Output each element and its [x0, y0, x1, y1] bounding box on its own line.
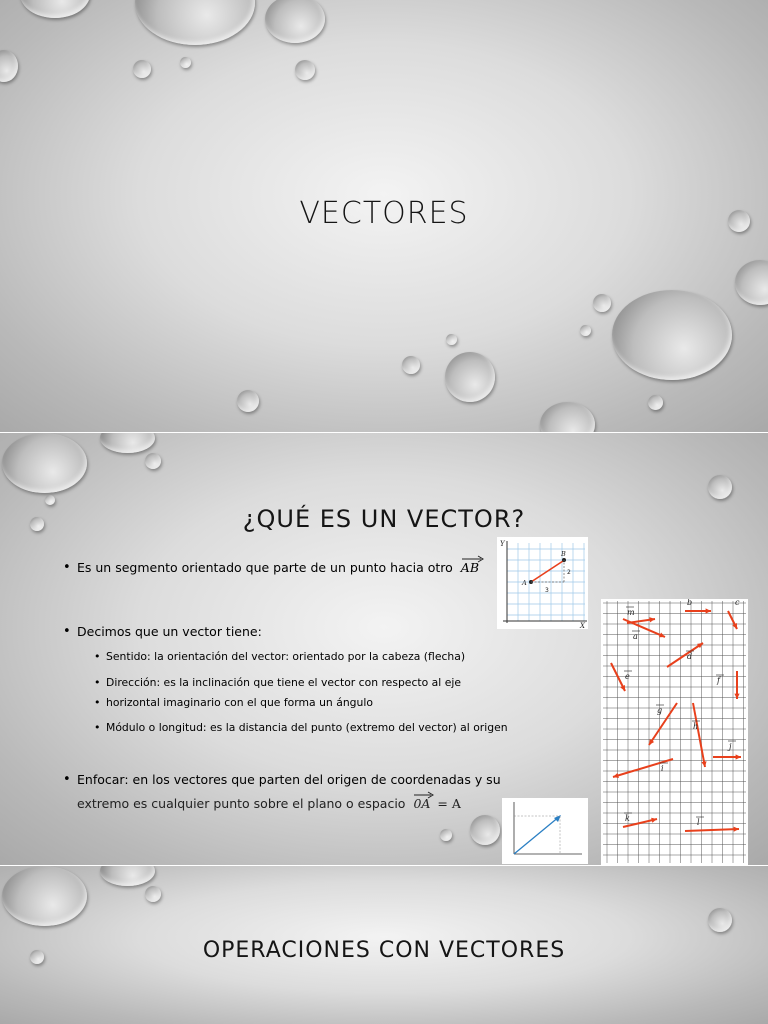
vector-origin-figure [502, 798, 588, 864]
water-drop [540, 402, 595, 432]
vector-ab-figure [497, 537, 588, 629]
water-drop [100, 865, 155, 886]
vector-b-head [706, 608, 711, 613]
water-drop [470, 815, 500, 845]
vector-i-arrow [613, 759, 673, 777]
water-drop [265, 0, 325, 43]
bullet-focus-cont: extremo es cualquier punto sobre el plano o espacio 0A = A [77, 793, 461, 814]
vectors-grid-graph [601, 599, 748, 865]
water-drop [20, 0, 90, 18]
point-b-label: B [561, 550, 566, 558]
sub-bullet-direccion: • Dirección: es la inclinación que tiene el vector con respecto al eje [106, 673, 461, 693]
vector-j-head [736, 754, 741, 759]
vector-c-label: c [735, 599, 740, 607]
dy-label: 2 [567, 569, 571, 576]
water-drop [45, 495, 55, 505]
water-drop [145, 453, 161, 469]
water-drop [440, 829, 452, 841]
water-drop [446, 334, 457, 345]
vector-origin-graph [502, 798, 588, 864]
axis-y-label: Y [500, 540, 505, 548]
slide-title [0, 0, 768, 432]
water-drop [145, 886, 161, 902]
vector-ab-notation: AB [461, 557, 479, 578]
vector-0a-arrow [514, 816, 560, 854]
water-drop [593, 294, 611, 312]
vector-e-label: e [625, 672, 630, 681]
water-drop [708, 475, 732, 499]
vector-a-label: a [633, 632, 638, 641]
vector-g-label: g [657, 706, 663, 715]
water-drop [295, 60, 315, 80]
vectors-grid-figure [601, 599, 748, 865]
vector-l-label: l [697, 818, 700, 827]
vector-ab-arrow [531, 561, 563, 582]
vector-j-label: j [729, 742, 732, 751]
vector-ab-graph [497, 537, 588, 629]
vector-g-arrow [649, 703, 677, 745]
water-drop [135, 0, 255, 45]
water-drop [133, 60, 151, 78]
water-drop [2, 866, 87, 926]
vector-k-label: k [625, 814, 630, 823]
vector-0a-notation: 0A [413, 793, 430, 814]
slide-title-text: VECTORES [299, 196, 469, 231]
vector-d-label: d [687, 652, 693, 661]
vector-f-label: f [717, 676, 720, 685]
vector-arrow-icon [413, 791, 435, 799]
vector-d-arrow [667, 643, 703, 667]
bullet-focus: • Enfocar: en los vectores que parten del origen de coordenadas y su [77, 769, 501, 790]
dx-label: 3 [545, 587, 549, 594]
water-drop [180, 57, 191, 68]
water-drop [648, 395, 663, 410]
point-a-label: A [522, 579, 527, 587]
water-drop [580, 325, 591, 336]
water-drop [100, 432, 155, 453]
vector-f-head [734, 694, 739, 699]
vector-b-label: b [687, 599, 693, 607]
bullet-text: Es un segmento orientado que parte de un punto hacia otro [77, 560, 453, 575]
bullet-definition [77, 557, 479, 578]
sub-bullet-modulo: • Módulo o longitud: es la distancia del punto (extremo del vector) al origen [106, 718, 508, 738]
vector-i-label: i [661, 764, 664, 773]
axis-x-label: X [580, 622, 585, 629]
water-drop [237, 390, 259, 412]
water-drop [735, 260, 768, 305]
water-drop [708, 908, 732, 932]
water-drop [2, 433, 87, 493]
vector-l-arrow [685, 829, 739, 831]
vector-l-head [734, 827, 739, 832]
water-drop [612, 290, 732, 380]
slide-heading: OPERACIONES CON VECTORES [202, 938, 566, 963]
vector-h-label: h [693, 722, 699, 731]
water-drop [445, 352, 495, 402]
slide-heading: ¿QUÉ ES UN VECTOR? [242, 505, 526, 533]
vector-arrow-icon [461, 555, 485, 563]
vector-h-arrow [693, 703, 705, 767]
water-drop [0, 50, 18, 82]
slide-what-is-vector [0, 432, 768, 865]
sub-bullet-direccion-cont: • horizontal imaginario con el que forma un ángulo [106, 693, 373, 713]
slide-operations [0, 865, 768, 1024]
vector-m-label: m [627, 608, 635, 617]
sub-bullet-sentido: • Sentido: la orientación del vector: orientado por la cabeza (flecha) [106, 647, 465, 667]
water-drop [402, 356, 420, 374]
bullet-properties: • Decimos que un vector tiene: [77, 621, 262, 642]
